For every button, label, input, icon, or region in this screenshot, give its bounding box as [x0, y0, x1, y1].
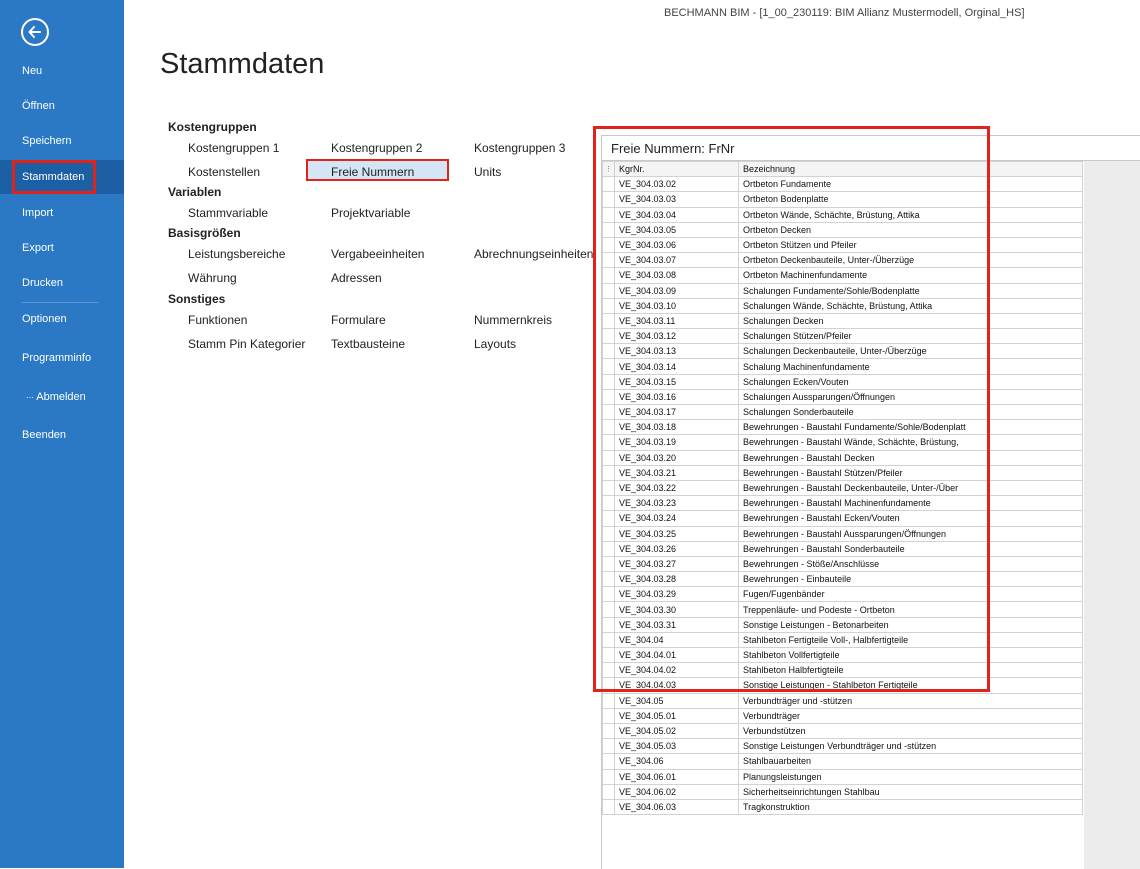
page-title: Stammdaten	[160, 48, 325, 80]
cell-bezeichnung[interactable]: Stahlbeton Vollfertigteile	[739, 648, 1083, 663]
cell-bezeichnung[interactable]: Bewehrungen - Baustahl Aussparungen/Öffnungen	[739, 526, 1083, 541]
link-units[interactable]: Units	[474, 165, 502, 179]
cell-kgrnr[interactable]: VE_304.03.24	[615, 511, 739, 526]
cell-kgrnr[interactable]: VE_304.06.02	[615, 784, 739, 799]
cell-bezeichnung[interactable]: Schalungen Sonderbauteile	[739, 405, 1083, 420]
row-selector[interactable]	[603, 769, 615, 784]
cell-bezeichnung[interactable]: Sonstige Leistungen Verbundträger und -stützen	[739, 739, 1083, 754]
stammdaten-highlight	[12, 160, 96, 194]
table-row[interactable]	[603, 253, 1083, 268]
row-selector[interactable]	[603, 648, 615, 663]
row-selector[interactable]	[603, 207, 615, 222]
sidebar-item-abmelden[interactable]: ⋯ Abmelden	[26, 391, 86, 403]
grid-row-selector-header[interactable]	[603, 162, 615, 177]
link-vergabeeinheiten[interactable]: Vergabeeinheiten	[331, 247, 425, 261]
table-row[interactable]	[603, 435, 1083, 450]
section-heading-basisgroessen: Basisgrößen	[168, 226, 241, 240]
table-row[interactable]	[603, 207, 1083, 222]
link-textbausteine[interactable]: Textbausteine	[331, 337, 406, 351]
row-selector[interactable]	[603, 511, 615, 526]
cell-bezeichnung[interactable]: Bewehrungen - Baustahl Sonderbauteile	[739, 541, 1083, 556]
cell-bezeichnung[interactable]: Stahlbeton Fertigteile Voll-, Halbfertigteile	[739, 632, 1083, 647]
cell-kgrnr[interactable]: VE_304.03.04	[615, 207, 739, 222]
cell-kgrnr[interactable]: VE_304.05.03	[615, 739, 739, 754]
cell-kgrnr[interactable]: VE_304.06.01	[615, 769, 739, 784]
cell-bezeichnung[interactable]: Schalungen Ecken/Vouten	[739, 374, 1083, 389]
cell-kgrnr[interactable]: VE_304.03.28	[615, 572, 739, 587]
row-selector[interactable]	[603, 268, 615, 283]
cell-kgrnr[interactable]: VE_304.04.01	[615, 648, 739, 663]
link-layouts[interactable]: Layouts	[474, 337, 517, 351]
table-row[interactable]	[603, 192, 1083, 207]
link-nummernkreis[interactable]: Nummernkreis	[474, 313, 553, 327]
cell-bezeichnung[interactable]: Ortbeton Decken	[739, 222, 1083, 237]
table-row[interactable]	[603, 663, 1083, 678]
link-kostenstellen[interactable]: Kostenstellen	[188, 165, 261, 179]
link-projektvariable[interactable]: Projektvariable	[331, 206, 411, 220]
link-stammvariable[interactable]: Stammvariable	[188, 206, 269, 220]
link-freie-nummern[interactable]: Freie Nummern	[331, 165, 415, 179]
row-selector[interactable]	[603, 693, 615, 708]
cell-bezeichnung[interactable]: Bewehrungen - Baustahl Stützen/Pfeiler	[739, 465, 1083, 480]
cell-bezeichnung[interactable]: Schalungen Decken	[739, 313, 1083, 328]
cell-bezeichnung[interactable]: Bewehrungen - Baustahl Decken	[739, 450, 1083, 465]
table-row[interactable]	[603, 799, 1083, 814]
row-selector[interactable]	[603, 739, 615, 754]
table-row[interactable]	[603, 268, 1083, 283]
sidebar-item-drucken[interactable]: Drucken	[22, 277, 63, 289]
table-row[interactable]	[603, 602, 1083, 617]
cell-bezeichnung[interactable]: Bewehrungen - Baustahl Fundamente/Sohle/Bodenplatt	[739, 420, 1083, 435]
table-row[interactable]	[603, 298, 1083, 313]
cell-kgrnr[interactable]: VE_304.03.07	[615, 253, 739, 268]
table-row[interactable]	[603, 693, 1083, 708]
link-abrechnungseinheiten[interactable]: Abrechnungseinheiten	[474, 247, 594, 261]
table-row[interactable]	[603, 359, 1083, 374]
cell-bezeichnung[interactable]: Verbundträger	[739, 708, 1083, 723]
cell-kgrnr[interactable]: VE_304.03.13	[615, 344, 739, 359]
cell-kgrnr[interactable]: VE_304.03.06	[615, 237, 739, 252]
row-selector[interactable]	[603, 329, 615, 344]
cell-bezeichnung[interactable]: Bewehrungen - Einbauteile	[739, 572, 1083, 587]
freie-nummern-grid[interactable]	[602, 161, 1083, 815]
cell-kgrnr[interactable]: VE_304.03.03	[615, 192, 739, 207]
table-row[interactable]	[603, 405, 1083, 420]
row-selector[interactable]	[603, 708, 615, 723]
link-adressen[interactable]: Adressen	[331, 271, 382, 285]
table-row[interactable]	[603, 420, 1083, 435]
cell-bezeichnung[interactable]: Ortbeton Bodenplatte	[739, 192, 1083, 207]
sidebar-item-import[interactable]: Import	[22, 207, 54, 219]
cell-kgrnr[interactable]: VE_304.03.22	[615, 480, 739, 495]
cell-bezeichnung[interactable]: Sonstige Leistungen - Betonarbeiten	[739, 617, 1083, 632]
cell-bezeichnung[interactable]: Schalungen Fundamente/Sohle/Bodenplatte	[739, 283, 1083, 298]
cell-bezeichnung[interactable]: Treppenläufe- und Podeste - Ortbeton	[739, 602, 1083, 617]
cell-bezeichnung[interactable]: Stahlbeton Halbfertigteile	[739, 663, 1083, 678]
row-selector[interactable]	[603, 420, 615, 435]
link-kostengruppen-2[interactable]: Kostengruppen 2	[331, 141, 423, 155]
row-selector[interactable]	[603, 723, 615, 738]
row-selector[interactable]	[603, 632, 615, 647]
table-row[interactable]	[603, 632, 1083, 647]
table-row[interactable]	[603, 754, 1083, 769]
table-row[interactable]	[603, 222, 1083, 237]
table-row[interactable]	[603, 587, 1083, 602]
row-selector[interactable]	[603, 222, 615, 237]
table-row[interactable]	[603, 526, 1083, 541]
sidebar-item-stammdaten[interactable]: Stammdaten	[0, 160, 124, 194]
backstage-sidebar	[0, 0, 124, 868]
row-selector[interactable]	[603, 389, 615, 404]
row-selector[interactable]	[603, 177, 615, 192]
cell-kgrnr[interactable]: VE_304.03.27	[615, 556, 739, 571]
sidebar-item-speichern[interactable]: Speichern	[22, 135, 72, 147]
link-stamm-pin-kategorier[interactable]: Stamm Pin Kategorier	[188, 337, 306, 351]
cell-kgrnr[interactable]: VE_304.03.16	[615, 389, 739, 404]
row-selector[interactable]	[603, 617, 615, 632]
cell-kgrnr[interactable]: VE_304.03.14	[615, 359, 739, 374]
sidebar-item-neu[interactable]: Neu	[22, 65, 43, 77]
cell-bezeichnung[interactable]: Tragkonstruktion	[739, 799, 1083, 814]
cell-bezeichnung[interactable]: Ortbeton Wände, Schächte, Brüstung, Attika	[739, 207, 1083, 222]
row-selector[interactable]	[603, 480, 615, 495]
cell-bezeichnung[interactable]: Verbundstützen	[739, 723, 1083, 738]
cell-kgrnr[interactable]: VE_304.03.18	[615, 420, 739, 435]
table-row[interactable]	[603, 572, 1083, 587]
window-title: BECHMANN BIM - [1_00_230119: BIM Allianz Mustermodell, Orginal_HS]	[664, 7, 1025, 19]
table-row[interactable]	[603, 313, 1083, 328]
cell-kgrnr[interactable]: VE_304.03.19	[615, 435, 739, 450]
cell-kgrnr[interactable]: VE_304.03.15	[615, 374, 739, 389]
cell-bezeichnung[interactable]: Ortbeton Machinenfundamente	[739, 268, 1083, 283]
table-row[interactable]	[603, 556, 1083, 571]
grid-empty-area	[1084, 161, 1140, 869]
row-selector[interactable]	[603, 192, 615, 207]
cell-kgrnr[interactable]: VE_304.03.17	[615, 405, 739, 420]
sidebar-item-beenden[interactable]: Beenden	[22, 429, 67, 441]
cell-kgrnr[interactable]: VE_304.05.02	[615, 723, 739, 738]
table-row[interactable]	[603, 283, 1083, 298]
cell-kgrnr[interactable]: VE_304.03.12	[615, 329, 739, 344]
row-selector[interactable]	[603, 496, 615, 511]
row-selector[interactable]	[603, 572, 615, 587]
table-row[interactable]	[603, 177, 1083, 192]
table-row[interactable]	[603, 617, 1083, 632]
table-row[interactable]	[603, 739, 1083, 754]
table-row[interactable]	[603, 465, 1083, 480]
cell-bezeichnung[interactable]: Fugen/Fugenbänder	[739, 587, 1083, 602]
table-row[interactable]	[603, 344, 1083, 359]
link-waehrung[interactable]: Währung	[188, 271, 237, 285]
row-selector[interactable]	[603, 587, 615, 602]
cell-kgrnr[interactable]: VE_304.03.25	[615, 526, 739, 541]
row-selector[interactable]	[603, 344, 615, 359]
table-row[interactable]	[603, 541, 1083, 556]
link-funktionen[interactable]: Funktionen	[188, 313, 248, 327]
cell-bezeichnung[interactable]: Schalungen Aussparungen/Öffnungen	[739, 389, 1083, 404]
user-icon: ⋯	[26, 393, 37, 402]
table-row[interactable]	[603, 784, 1083, 799]
cell-kgrnr[interactable]: VE_304.03.11	[615, 313, 739, 328]
cell-kgrnr[interactable]: VE_304.03.09	[615, 283, 739, 298]
sidebar-item-export[interactable]: Export	[22, 242, 54, 254]
table-row[interactable]	[603, 329, 1083, 344]
cell-kgrnr[interactable]: VE_304.04	[615, 632, 739, 647]
cell-bezeichnung[interactable]: Schalungen Stützen/Pfeiler	[739, 329, 1083, 344]
cell-bezeichnung[interactable]: Ortbeton Stützen und Pfeiler	[739, 237, 1083, 252]
table-row[interactable]	[603, 450, 1083, 465]
row-selector[interactable]	[603, 556, 615, 571]
cell-bezeichnung[interactable]: Stahlbauarbeiten	[739, 754, 1083, 769]
cell-kgrnr[interactable]: VE_304.03.10	[615, 298, 739, 313]
cell-kgrnr[interactable]: VE_304.03.21	[615, 465, 739, 480]
cell-bezeichnung[interactable]: Planungsleistungen	[739, 769, 1083, 784]
cell-kgrnr[interactable]: VE_304.03.20	[615, 450, 739, 465]
table-row[interactable]	[603, 389, 1083, 404]
row-selector[interactable]	[603, 283, 615, 298]
row-selector[interactable]	[603, 602, 615, 617]
cell-kgrnr[interactable]: VE_304.03.29	[615, 587, 739, 602]
grid-header-row	[603, 162, 1083, 177]
cell-kgrnr[interactable]: VE_304.05	[615, 693, 739, 708]
cell-kgrnr[interactable]: VE_304.03.23	[615, 496, 739, 511]
cell-bezeichnung[interactable]: Bewehrungen - Baustahl Machinenfundamente	[739, 496, 1083, 511]
row-selector[interactable]	[603, 784, 615, 799]
table-row[interactable]	[603, 708, 1083, 723]
row-selector[interactable]	[603, 237, 615, 252]
row-selector[interactable]	[603, 541, 615, 556]
cell-kgrnr[interactable]: VE_304.03.30	[615, 602, 739, 617]
sidebar-item-optionen[interactable]: Optionen	[22, 313, 67, 325]
row-selector[interactable]	[603, 678, 615, 693]
back-arrow-icon[interactable]	[21, 18, 49, 46]
column-chooser-icon: ⋮	[605, 166, 612, 174]
section-heading-kostengruppen: Kostengruppen	[168, 120, 257, 134]
table-row[interactable]	[603, 511, 1083, 526]
section-heading-sonstiges: Sonstiges	[168, 292, 226, 306]
row-selector[interactable]	[603, 298, 615, 313]
cell-kgrnr[interactable]: VE_304.03.02	[615, 177, 739, 192]
row-selector[interactable]	[603, 405, 615, 420]
cell-kgrnr[interactable]: VE_304.06	[615, 754, 739, 769]
column-header-kgrnr[interactable]: KgrNr.	[615, 162, 739, 177]
row-selector[interactable]	[603, 450, 615, 465]
cell-kgrnr[interactable]: VE_304.03.05	[615, 222, 739, 237]
cell-kgrnr[interactable]: VE_304.03.08	[615, 268, 739, 283]
column-header-bezeichnung[interactable]: Bezeichnung	[739, 162, 1083, 177]
cell-kgrnr[interactable]: VE_304.03.31	[615, 617, 739, 632]
row-selector[interactable]	[603, 754, 615, 769]
row-selector[interactable]	[603, 435, 615, 450]
table-row[interactable]	[603, 480, 1083, 495]
cell-kgrnr[interactable]: VE_304.05.01	[615, 708, 739, 723]
table-row[interactable]	[603, 648, 1083, 663]
cell-bezeichnung[interactable]: Bewehrungen - Baustahl Ecken/Vouten	[739, 511, 1083, 526]
cell-bezeichnung[interactable]: Schalung Machinenfundamente	[739, 359, 1083, 374]
row-selector[interactable]	[603, 359, 615, 374]
cell-kgrnr[interactable]: VE_304.06.03	[615, 799, 739, 814]
cell-bezeichnung[interactable]: Bewehrungen - Stöße/Anschlüsse	[739, 556, 1083, 571]
row-selector[interactable]	[603, 313, 615, 328]
cell-bezeichnung[interactable]: Schalungen Deckenbauteile, Unter-/Überzüge	[739, 344, 1083, 359]
cell-bezeichnung[interactable]: Sonstige Leistungen - Stahlbeton Fertigteile	[739, 678, 1083, 693]
cell-bezeichnung[interactable]: Schalungen Wände, Schächte, Brüstung, Attika	[739, 298, 1083, 313]
row-selector[interactable]	[603, 465, 615, 480]
row-selector[interactable]	[603, 374, 615, 389]
table-row[interactable]	[603, 723, 1083, 738]
link-kostengruppen-3[interactable]: Kostengruppen 3	[474, 141, 566, 155]
table-row[interactable]	[603, 496, 1083, 511]
table-row[interactable]	[603, 769, 1083, 784]
grid-title: Freie Nummern: FrNr	[611, 141, 735, 156]
sidebar-item-programminfo[interactable]: Programminfo	[22, 352, 92, 364]
link-leistungsbereiche[interactable]: Leistungsbereiche	[188, 247, 286, 261]
cell-kgrnr[interactable]: VE_304.04.02	[615, 663, 739, 678]
table-row[interactable]	[603, 237, 1083, 252]
cell-kgrnr[interactable]: VE_304.03.26	[615, 541, 739, 556]
row-selector[interactable]	[603, 799, 615, 814]
cell-bezeichnung[interactable]: Bewehrungen - Baustahl Wände, Schächte, Brüstung,	[739, 435, 1083, 450]
link-formulare[interactable]: Formulare	[331, 313, 386, 327]
cell-bezeichnung[interactable]: Bewehrungen - Baustahl Deckenbauteile, Unter-/Über	[739, 480, 1083, 495]
cell-kgrnr[interactable]: VE_304.04.03	[615, 678, 739, 693]
row-selector[interactable]	[603, 253, 615, 268]
table-row[interactable]	[603, 678, 1083, 693]
cell-bezeichnung[interactable]: Verbundträger und -stützen	[739, 693, 1083, 708]
sidebar-item-oeffnen[interactable]: Öffnen	[22, 100, 55, 112]
cell-bezeichnung[interactable]: Sicherheitseinrichtungen Stahlbau	[739, 784, 1083, 799]
section-heading-variablen: Variablen	[168, 185, 222, 199]
row-selector[interactable]	[603, 663, 615, 678]
table-row[interactable]	[603, 374, 1083, 389]
link-kostengruppen-1[interactable]: Kostengruppen 1	[188, 141, 280, 155]
freie-nummern-panel	[601, 135, 1140, 869]
cell-bezeichnung[interactable]: Ortbeton Deckenbauteile, Unter-/Überzüge	[739, 253, 1083, 268]
row-selector[interactable]	[603, 526, 615, 541]
cell-bezeichnung[interactable]: Ortbeton Fundamente	[739, 177, 1083, 192]
